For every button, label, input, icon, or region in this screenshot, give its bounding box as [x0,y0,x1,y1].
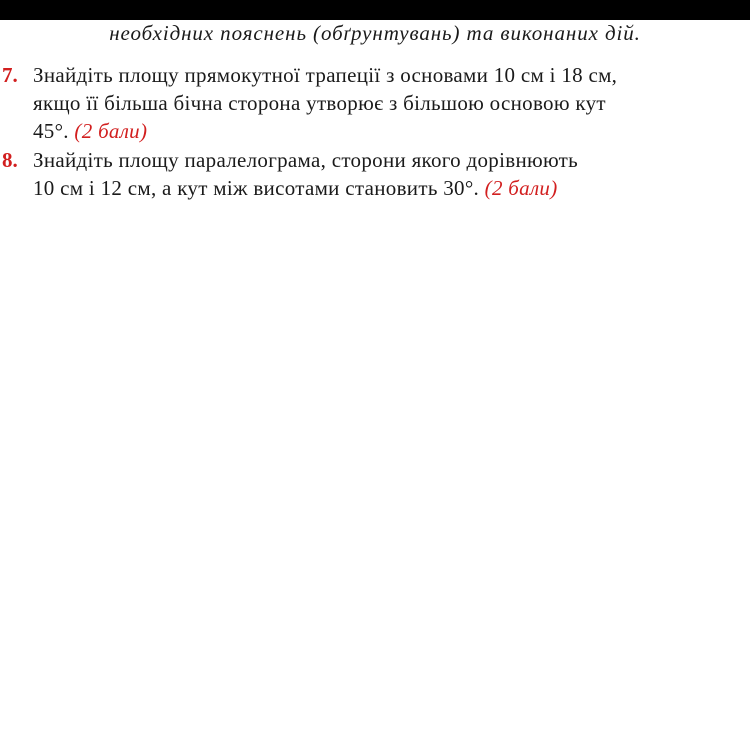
top-black-bar [0,0,750,20]
task-points: (2 бали) [484,176,558,200]
task-points: (2 бали) [74,119,148,143]
task-number: 7. [2,63,18,87]
task-line: 45°. [33,119,69,143]
intro-text: необхідних пояснень (обґрунтувань) та виконаних дій. [109,21,641,45]
task-line-with-points [33,174,558,202]
task-line: 10 см і 12 см, а кут між висотами становить 30°. [33,176,480,200]
task-line: якщо її більша бічна сторона утворює з більшою основою кут [33,91,606,115]
task-line: Знайдіть площу прямокутної трапеції з основами 10 см і 18 см, [33,63,618,87]
task-line-with-points [33,117,147,145]
task-number: 8. [2,148,18,172]
task-line: Знайдіть площу паралелограма, сторони якого дорівнюють [33,148,579,172]
